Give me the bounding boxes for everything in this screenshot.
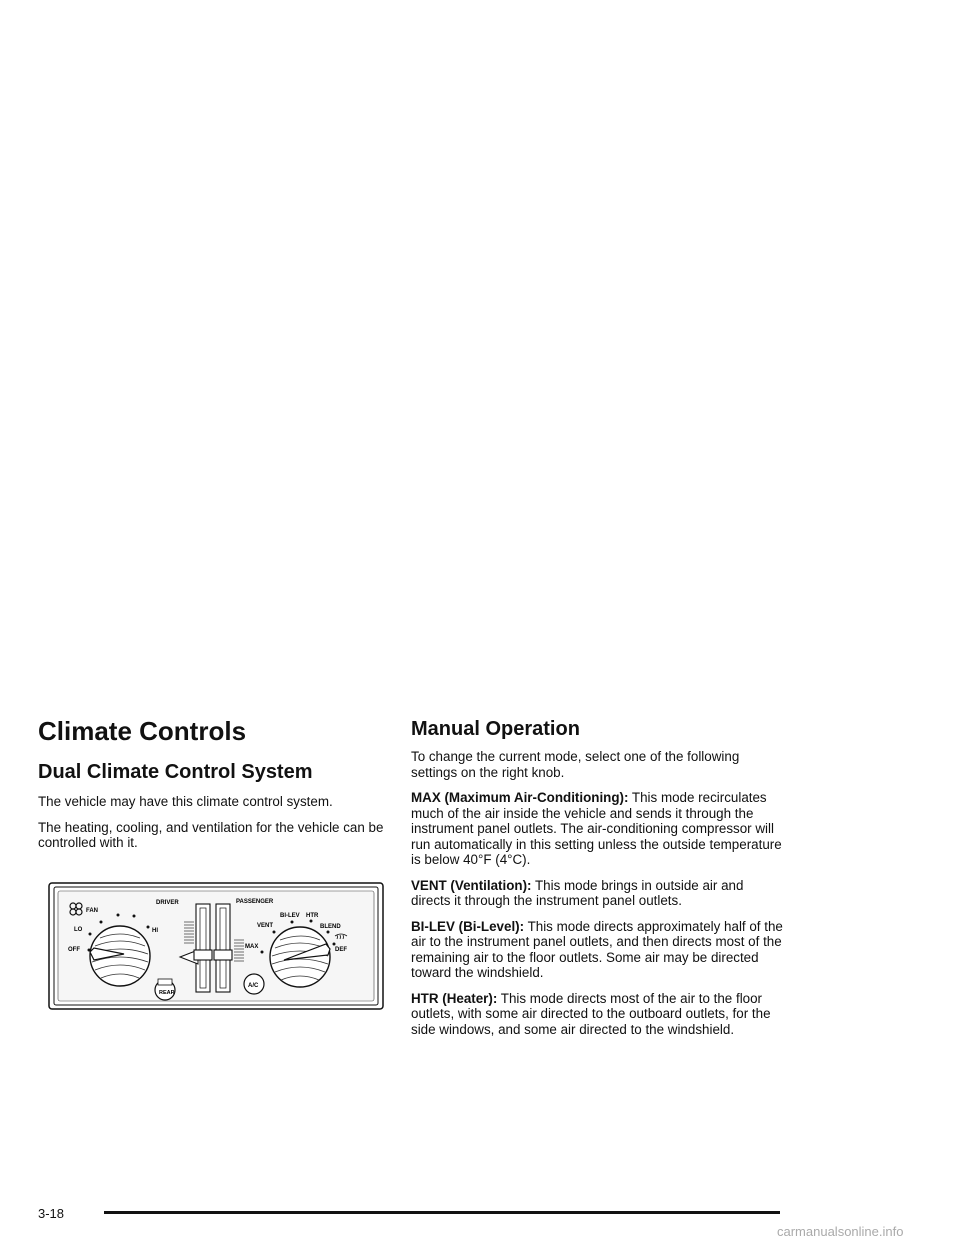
- bi-lev-label: BI-LEV: [280, 913, 300, 919]
- ac-button[interactable]: [244, 974, 264, 994]
- left-column: [38, 716, 390, 851]
- climate-control-panel-figure: [48, 882, 384, 1010]
- fan-knob[interactable]: [90, 926, 150, 986]
- rear-defog-button[interactable]: [155, 979, 175, 1000]
- hi-label: HI: [152, 928, 158, 934]
- paragraph: To change the current mode, select one of the following settings on the right knob.: [411, 749, 740, 780]
- description: This mode directs most of the air to the floor outlets, with some air directed to the outboard outlets, for the side windows, and some air directed to the windshield.: [411, 990, 771, 1037]
- off-label: OFF: [68, 947, 80, 953]
- section-title: Manual Operation: [411, 718, 580, 740]
- right-column: [411, 716, 783, 1037]
- term: BI-LEV (Bi-Level):: [411, 918, 525, 934]
- section-title: Dual Climate Control System: [38, 761, 313, 783]
- vent-label: VENT: [257, 923, 274, 929]
- max-label: MAX: [245, 944, 259, 950]
- paragraph: The vehicle may have this climate control system.: [38, 794, 333, 809]
- mode-knob[interactable]: [270, 927, 330, 987]
- mode-entry-max: [411, 790, 783, 868]
- page-number: 3-18: [38, 1206, 65, 1221]
- htr-label: HTR: [306, 913, 319, 919]
- footer-rule: [104, 1211, 780, 1214]
- description: This mode recirculates much of the air inside the vehicle and sends it through the instrument panel outlets. The air-conditioning compressor will run automatically in this setting unless the outside temperature is below 40°F (4°C).: [411, 790, 782, 867]
- passenger-label: PASSENGER: [236, 899, 274, 905]
- driver-label: DRIVER: [156, 900, 179, 906]
- mode-entry-htr: [411, 991, 783, 1038]
- description: This mode directs approximately half of the air to the instrument panel outlets, and then directs most of the remaining air to the floor outlets. Some air may be directed toward the windshield.: [411, 918, 783, 980]
- mode-entry-bi-lev: [411, 919, 783, 981]
- def-label: DEF: [335, 947, 347, 953]
- rear-label: REAR: [159, 990, 175, 996]
- passenger-temp-slider[interactable]: [214, 904, 232, 992]
- lo-label: LO: [74, 927, 83, 933]
- watermark: carmanualsonline.info: [777, 1224, 904, 1239]
- term: MAX (Maximum Air-Conditioning):: [411, 790, 629, 805]
- ac-label: A/C: [248, 983, 259, 989]
- term: VENT (Ventilation):: [411, 877, 532, 893]
- paragraph: The heating, cooling, and ventilation for the vehicle can be controlled with it.: [38, 819, 384, 850]
- mode-entry-vent: [411, 878, 783, 909]
- description: This mode brings in outside air and directs it through the instrument panel outlets.: [411, 877, 744, 908]
- fan-label: FAN: [86, 908, 98, 914]
- blend-label: BLEND: [320, 924, 341, 930]
- term: HTR (Heater):: [411, 990, 498, 1006]
- page-title: Climate Controls: [38, 716, 247, 746]
